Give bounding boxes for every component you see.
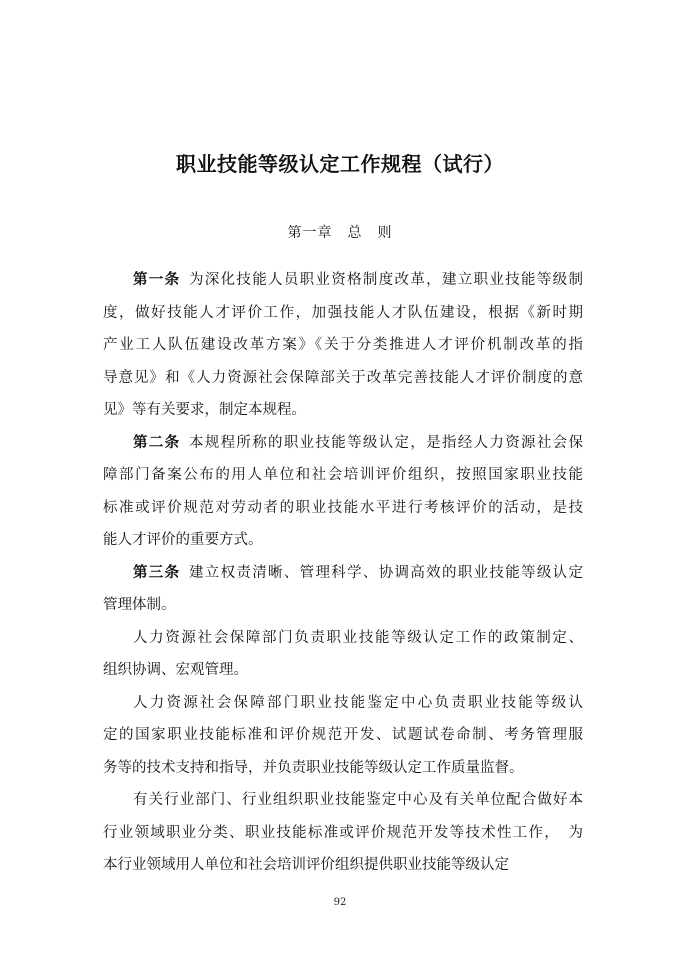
paragraph-line: 导意见》和《人力资源社会保障部关于改革完善技能人才评价制度的意 [103, 369, 583, 386]
paragraph-line [103, 427, 583, 460]
paragraph-line: 有关行业部门、行业组织职业技能鉴定中心及有关单位配合做好本 [133, 792, 583, 808]
article-label: 第一条 [133, 272, 181, 288]
page-number: 92 [333, 897, 347, 908]
paragraph-line: 能人才评价的重要方式。 [103, 532, 263, 548]
paragraph-line: 度，做好技能人才评价工作，加强技能人才队伍建设，根据《新时期 [103, 304, 583, 321]
paragraph-line: 人力资源社会保障部门负责职业技能等级认定工作的政策制定、 [133, 629, 583, 646]
article-label: 第三条 [133, 564, 181, 581]
paragraph-text: 建立权责清晰、管理科学、协调高效的职业技能等级认定 [187, 564, 583, 581]
chapter-heading: 第一章 总 则 [287, 225, 393, 241]
paragraph-line: 管理体制。 [103, 597, 176, 613]
paragraph-line: 产业工人队伍建设改革方案》《关于分类推进人才评价机制改革的指 [103, 337, 583, 353]
paragraph-line: 障部门备案公布的用人单位和社会培训评价组织，按照国家职业技能 [103, 467, 583, 483]
paragraph-line: 定的国家职业技能标准和评价规范开发、试题试卷命制、考务管理服 [103, 727, 583, 743]
paragraph-line: 务等的技术支持和指导，并负责职业技能等级认定工作质量监督。 [103, 759, 524, 776]
paragraph-line [103, 557, 583, 590]
page-title: 职业技能等级认定工作规程（试行） [176, 152, 504, 176]
paragraph-line: 见》等有关要求，制定本规程。 [103, 402, 306, 418]
article-label: 第二条 [133, 434, 181, 451]
paragraph-text: 为深化技能人员职业资格制度改革，建立职业技能等级制 [187, 272, 583, 288]
paragraph-line: 标准或评价规范对劳动者的职业技能水平进行考核评价的活动，是技 [103, 499, 583, 516]
paragraph-line: 行业领域职业分类、职业技能标准或评价规范开发等技术性工作， 为 [103, 824, 583, 841]
paragraph-text: 本规程所称的职业技能等级认定，是指经人力资源社会保 [187, 434, 583, 451]
paragraph-line: 人力资源社会保障部门职业技能鉴定中心负责职业技能等级认 [133, 694, 583, 711]
document-body [103, 264, 583, 882]
paragraph-line [103, 264, 583, 297]
paragraph-line: 组织协调、宏观管理。 [103, 662, 248, 678]
paragraph-line: 本行业领域用人单位和社会培训评价组织提供职业技能等级认定 [103, 857, 509, 873]
